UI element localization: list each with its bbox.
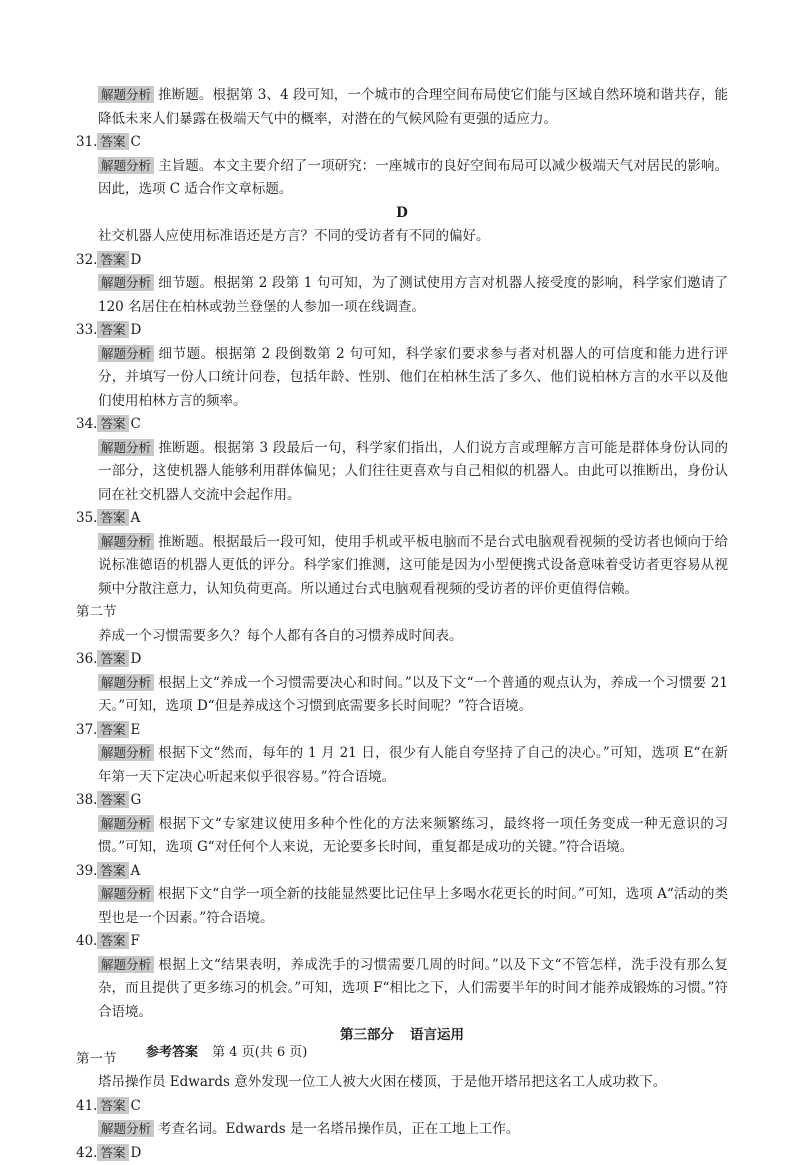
analysis-paragraph [76,84,728,131]
answer-label: 答案 [97,133,128,150]
analysis-text: 推断题。根据第 3 段最后一句，科学家们指出，人们说方言或理解方言可能是群体身份认同的一部分，这使机器人能够利用群体偏见；人们往往更喜欢与自己相似的机器人。由此可以推断出，身份认同在社交机器人交流中会起作用。 [98,440,728,503]
analysis-label: 解题分析 [98,1120,154,1137]
analysis-text: 推断题。根据最后一段可知，使用手机或平板电脑而不是台式电脑观看视频的受访者也倾向于给说标准德语的机器人更低的评分。科学家们推测，这可能是因为小型便携式设备意味着受访者更容易从视频中分散注意力，认知负荷更高。所以通过台式电脑观看视频的受访者的评价更值得信赖。 [98,534,728,597]
answer-choice: E [131,722,141,738]
analysis-paragraph [76,672,728,719]
passage-summary: 塔吊操作员 Edwards 意外发现一位工人被大火困在楼顶，于是他开塔吊把这名工人成功救下。 [76,1071,728,1095]
question-number: 40. [76,933,97,949]
question-number: 38. [76,792,97,808]
answer-key-page [76,84,728,1165]
question-number: 41. [76,1098,97,1114]
answer-label: 答案 [97,862,128,879]
question-number: 39. [76,863,97,879]
analysis-text: 推断题。根据第 3、4 段可知，一个城市的合理空间布局使它们能与区域自然环境和谐共存，能降低未来人们暴露在极端天气中的概率，对潜在的气候风险有更强的适应力。 [98,87,728,127]
analysis-text: 根据下文“专家建议使用多种个性化的方法来频繁练习，最终将一项任务变成一种无意识的习惯。”可知，选项 G“对任何个人来说，无论要多长时间，重复都是成功的关键。”符合语境。 [98,816,728,856]
answer-choice: D [131,651,142,667]
answer-label: 答案 [97,650,128,667]
analysis-paragraph [76,883,728,930]
analysis-text: 主旨题。本文主要介绍了一项研究：一座城市的良好空间布局可以减少极端天气对居民的影响。因此，选项 C 适合作文章标题。 [98,158,728,198]
answer-line [76,507,728,531]
analysis-paragraph [76,272,728,319]
answer-label: 答案 [97,251,128,268]
analysis-paragraph [76,954,728,1025]
analysis-label: 解题分析 [98,815,154,832]
answer-line [76,319,728,343]
answer-label: 答案 [97,932,128,949]
analysis-paragraph [76,155,728,202]
analysis-text: 根据下文“自学一项全新的技能显然要比记住早上多喝水花更长的时间。”可知，选项 A“活动的类型也是一个因素。”符合语境。 [98,886,728,926]
answer-line [76,930,728,954]
analysis-paragraph [76,343,728,414]
analysis-text: 细节题。根据第 2 段倒数第 2 句可知，科学家们要求参与者对机器人的可信度和能力进行评分，并填写一份人口统计问卷，包括年龄、性别、他们在柏林生活了多久、他们说柏林方言的水平以及他们使用柏林方言的频率。 [98,346,728,409]
answer-label: 答案 [97,791,128,808]
answer-choice: C [131,1098,141,1114]
analysis-paragraph [76,813,728,860]
footer-page-number: 第 4 页(共 6 页) [212,1045,307,1060]
answer-choice: D [131,322,142,338]
page-footer [146,1043,307,1063]
question-number: 31. [76,134,97,150]
analysis-label: 解题分析 [98,956,154,973]
analysis-text: 细节题。根据第 2 段第 1 句可知，为了测试使用方言对机器人接受度的影响，科学家们邀请了 120 名居住在柏林或勃兰登堡的人参加一项在线调查。 [98,275,728,315]
analysis-label: 解题分析 [98,674,154,691]
answer-label: 答案 [97,415,128,432]
question-number: 32. [76,252,97,268]
answer-choice: D [131,1145,142,1161]
answer-choice: C [131,416,141,432]
analysis-text: 考查名词。Edwards 是一名塔吊操作员，正在工地上工作。 [158,1121,519,1137]
answer-choice: F [131,933,140,949]
answer-line [76,789,728,813]
analysis-label: 解题分析 [98,885,154,902]
answer-label: 答案 [97,509,128,526]
answer-line [76,648,728,672]
analysis-label: 解题分析 [98,439,154,456]
question-number: 35. [76,510,97,526]
analysis-label: 解题分析 [98,86,154,103]
analysis-label: 解题分析 [98,274,154,291]
part-title: 语言运用 [410,1027,464,1043]
answer-label: 答案 [97,1144,128,1161]
analysis-text: 根据上文“养成一个习惯需要决心和时间。”以及下文“一个普通的观点认为，养成一个习惯要 21 天。”可知，选项 D“但是养成这个习惯到底需要多长时间呢？”符合语境。 [98,675,728,715]
question-number: 33. [76,322,97,338]
answer-label: 答案 [97,321,128,338]
footer-title: 参考答案 [146,1045,198,1060]
answer-choice: G [131,792,142,808]
answer-line [76,249,728,273]
passage-letter: D [76,202,728,226]
answer-line [76,860,728,884]
analysis-paragraph [76,437,728,508]
answer-line [76,1095,728,1119]
analysis-label: 解题分析 [98,533,154,550]
passage-summary: 社交机器人应使用标准语还是方言？不同的受访者有不同的偏好。 [76,225,728,249]
answer-line [76,131,728,155]
answer-label: 答案 [97,721,128,738]
answer-label: 答案 [97,1097,128,1114]
answer-choice: A [131,510,141,526]
analysis-paragraph [76,531,728,602]
answer-line [76,1142,728,1165]
answer-choice: D [131,252,142,268]
part-number: 第三部分 [340,1027,394,1043]
analysis-label: 解题分析 [98,744,154,761]
analysis-text: 根据上文“结果表明，养成洗手的习惯需要几周的时间。”以及下文“不管怎样，洗手没有那么复杂，而且提供了更多练习的机会。”可知，选项 F“相比之下，人们需要半年的时间才能养成锻炼的习惯。”符合语境。 [98,957,728,1020]
analysis-paragraph [76,1118,728,1142]
question-number: 37. [76,722,97,738]
analysis-text: 根据下文“然而，每年的 1 月 21 日，很少有人能自夸坚持了自己的决心。”可知，选项 E“在新年第一天下定决心听起来似乎很容易。”符合语境。 [98,745,728,785]
answer-line [76,719,728,743]
analysis-label: 解题分析 [98,157,154,174]
question-number: 36. [76,651,97,667]
answer-line [76,413,728,437]
question-number: 34. [76,416,97,432]
analysis-label: 解题分析 [98,345,154,362]
answer-choice: C [131,134,141,150]
analysis-paragraph [76,742,728,789]
section-heading: 第二节 [76,601,728,625]
question-number: 42. [76,1145,97,1161]
answer-choice: A [131,863,141,879]
passage-summary: 养成一个习惯需要多久？每个人都有各自的习惯养成时间表。 [76,625,728,649]
section-heading: 第一节 [76,1048,728,1072]
